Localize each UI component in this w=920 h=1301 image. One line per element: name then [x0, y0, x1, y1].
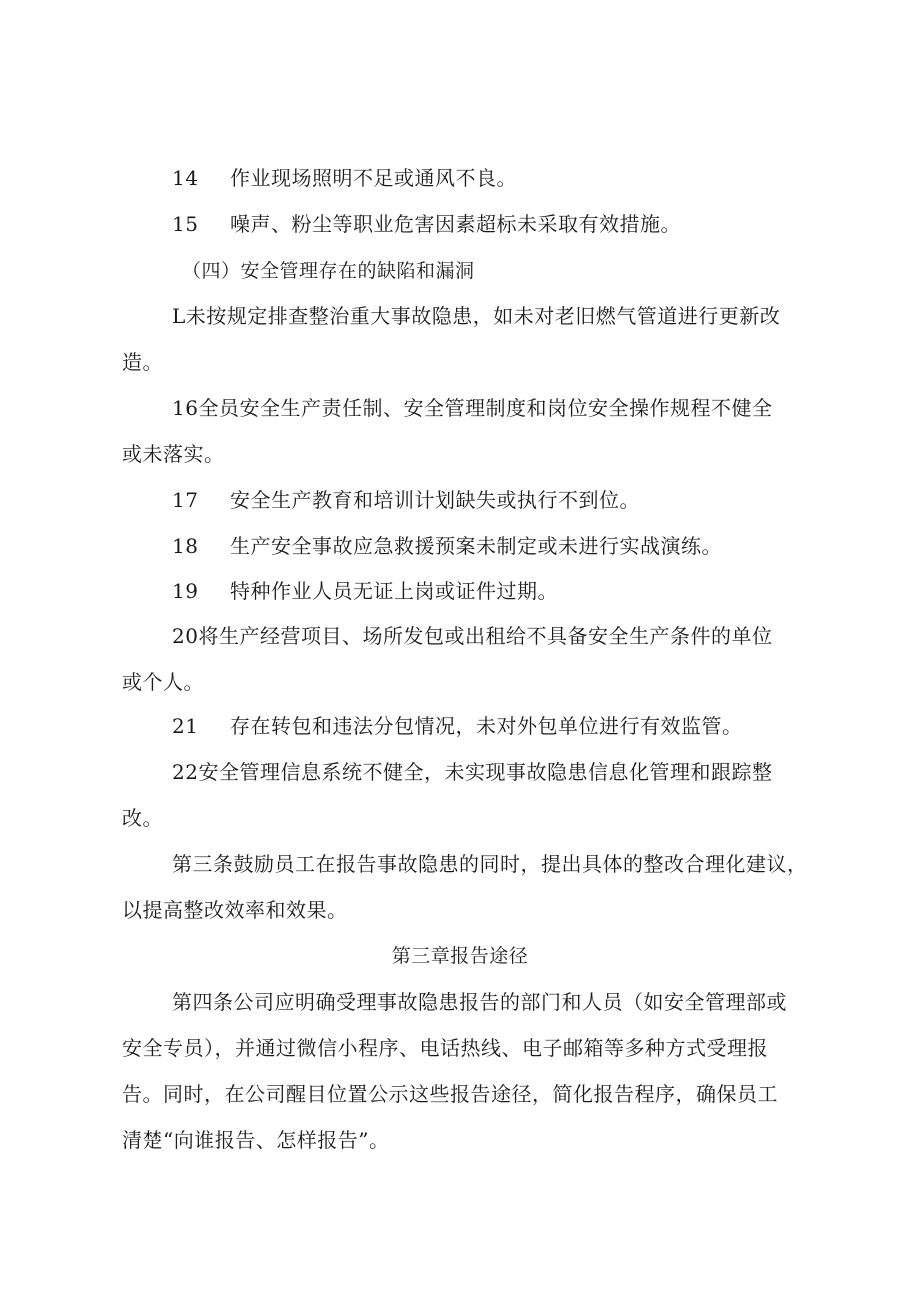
list-item	[172, 164, 517, 192]
paragraph-line: 改。	[122, 806, 163, 830]
item-number: 19	[172, 579, 199, 603]
item-number: 15	[172, 212, 199, 236]
paragraph-line: 造。	[122, 350, 163, 374]
paragraph-line: 或未落实。	[122, 442, 225, 466]
paragraph-line: 20将生产经营项目、场所发包或出租给不具备安全生产条件的单位	[172, 624, 773, 648]
item-text: 生产安全事故应急救援预案未制定或未进行实战演练。	[230, 534, 722, 558]
list-item	[172, 486, 640, 514]
paragraph-line: 清楚“向谁报告、怎样报告”。	[122, 1128, 390, 1152]
list-item	[172, 532, 722, 560]
paragraph-line: 16全员安全生产责任制、安全管理制度和岗位安全操作规程不健全	[172, 396, 773, 420]
list-item	[172, 712, 743, 740]
paragraph-line: 安全专员），并通过微信小程序、电话热线、电子邮箱等多种方式受理报	[122, 1036, 768, 1060]
list-item	[172, 577, 558, 605]
item-text: 安全生产教育和培训计划缺失或执行不到位。	[230, 488, 640, 512]
chapter-title: 第三章报告途径	[391, 945, 529, 967]
section-heading: （四）安全管理存在的缺陷和漏洞	[182, 260, 475, 282]
item-number: 21	[172, 714, 199, 738]
item-text: 特种作业人员无证上岗或证件过期。	[230, 579, 558, 603]
paragraph-line: 告。同时，在公司醒目位置公示这些报告途径，简化报告程序，确保员工	[122, 1082, 778, 1106]
paragraph-line: 以提高整改效率和效果。	[122, 898, 348, 922]
item-text: 噪声、粉尘等职业危害因素超标未采取有效措施。	[230, 212, 681, 236]
paragraph-line: 第四条公司应明确受理事故隐患报告的部门和人员（如安全管理部或	[172, 990, 787, 1014]
item-number: 17	[172, 488, 199, 512]
list-item	[172, 210, 681, 238]
paragraph-line: 22安全管理信息系统不健全，未实现事故隐患信息化管理和跟踪整	[172, 760, 773, 784]
paragraph-line: L未按规定排查整治重大事故隐患，如未对老旧燃气管道进行更新改	[172, 304, 781, 328]
item-text: 作业现场照明不足或通风不良。	[230, 166, 517, 190]
paragraph-line: 或个人。	[122, 670, 204, 694]
item-number: 14	[172, 166, 199, 190]
paragraph-line: 第三条鼓励员工在报告事故隐患的同时，提出具体的整改合理化建议，	[172, 852, 808, 876]
item-text: 存在转包和违法分包情况，未对外包单位进行有效监管。	[230, 714, 743, 738]
item-number: 18	[172, 534, 199, 558]
